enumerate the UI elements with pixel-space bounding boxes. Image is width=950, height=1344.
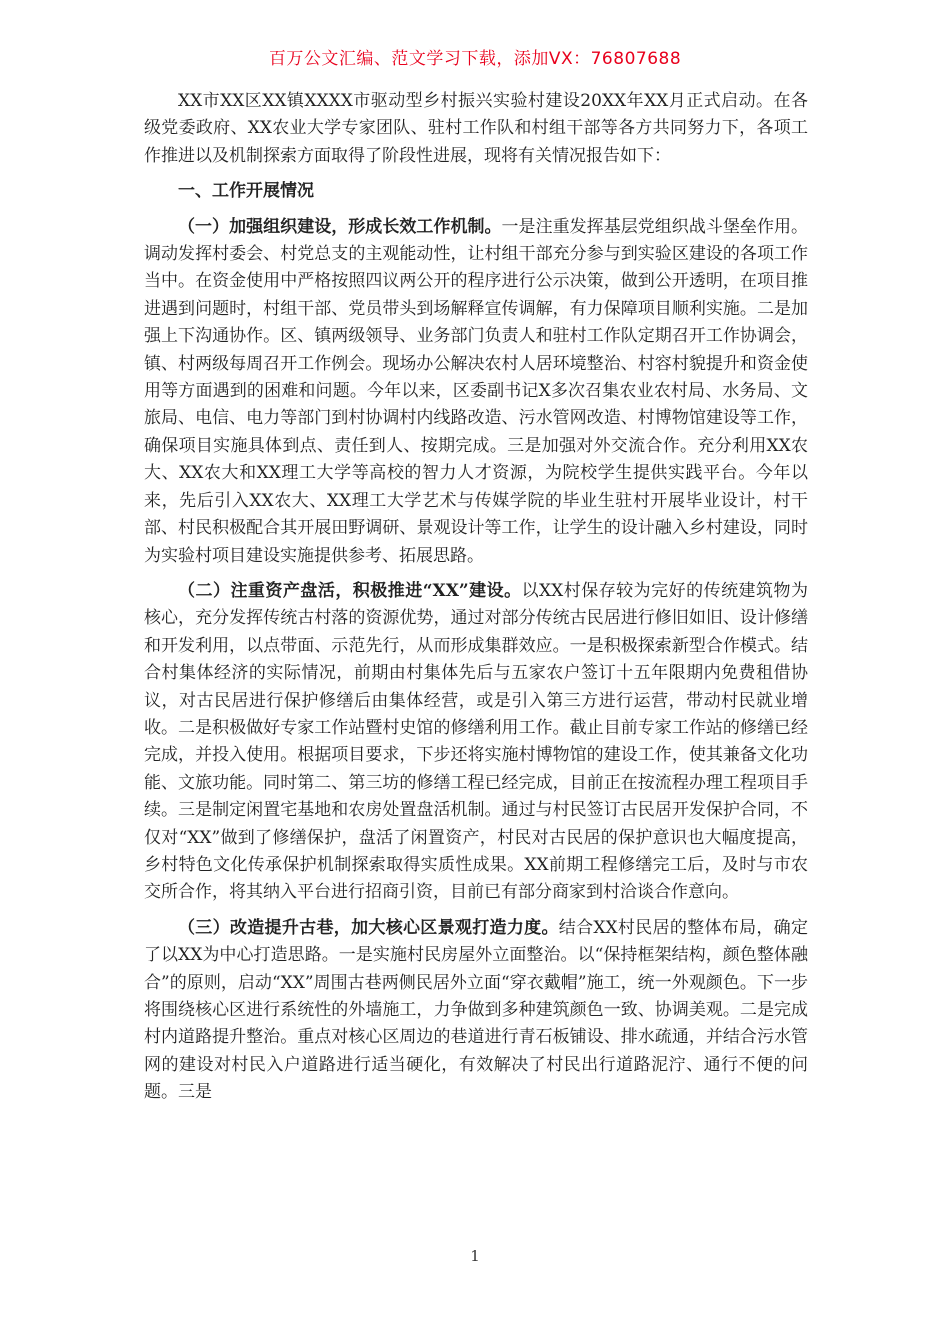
- subsection-1-body: 一是注重发挥基层党组织战斗堡垒作用。调动发挥村委会、村党总支的主观能动性，让村组干部充分参与到实验区建设的各项工作当中。在资金使用中严格按照四议两公开的程序进行公示决策，做到公开透明，在项目推进遇到问题时，村组干部、党员带头到场解释宣传调解，有力保障项目顺利实施。二是加强上下沟通协作。区、镇两级领导、业务部门负责人和驻村工作队定期召开工作协调会，镇、村两级每周召开工作例会。现场办公解决农村人居环境整治、村容村貌提升和资金使用等方面遇到的困难和问题。今年以来，区委副书记X多次召集农业农村局、水务局、文旅局、电信、电力等部门到村协调村内线路改造、污水管网改造、村博物馆建设等工作，确保项目实施具体到点、责任到人、按期完成。三是加强对外交流合作。充分利用XX农大、XX农大和XX理工大学等高校的智力人才资源，为院校学生提供实践平台。今年以来，先后引入XX农大、XX理工大学艺术与传媒学院的毕业生驻村开展毕业设计，村干部、村民积极配合其开展田野调研、景观设计等工作，让学生的设计融入乡村建设，同时为实验村项目建设实施提供参考、拓展思路。: [144, 216, 809, 566]
- section-heading: 一、工作开展情况: [178, 181, 314, 202]
- subsection-3-title: （三）改造提升古巷，加大核心区景观打造力度。: [178, 917, 559, 938]
- subsection-2-paragraph: [144, 578, 808, 907]
- subsection-2-body: 以XX村保存较为完好的传统建筑物为核心，充分发挥传统古村落的资源优势，通过对部分传统古民居进行修旧如旧、设计修缮和开发利用，以点带面、示范先行，从而形成集群效应。一是积极探索新型合作模式。结合村集体经济的实际情况，前期由村集体先后与五家农户签订十五年限期内免费租借协议，对古民居进行保护修缮后由集体经营，或是引入第三方进行运营，带动村民就业增收。二是积极做好专家工作站暨村史馆的修缮利用工作。截止目前专家工作站的修缮已经完成，并投入使用。根据项目要求，下步还将实施村博物馆的建设工作，使其兼备文化功能、文旅功能。同时第二、第三坊的修缮工程已经完成，目前正在按流程办理工程项目手续。三是制定闲置宅基地和农房处置盘活机制。通过与村民签订古民居开发保护合同，不仅对“XX”做到了修缮保护，盘活了闲置资产，村民对古民居的保护意识也大幅度提高，乡村特色文化传承保护机制探索取得实质性成果。XX前期工程修缮完工后，及时与市农交所合作，将其纳入平台进行招商引资，目前已有部分商家到村洽谈合作意向。: [144, 580, 808, 903]
- subsection-3-paragraph: [144, 915, 808, 1107]
- document-body: [144, 88, 808, 1107]
- download-banner: 百万公文汇编、范文学习下载，添加VX：76807688: [268, 49, 682, 69]
- subsection-1-paragraph: [144, 214, 808, 570]
- subsection-1-title: （一）加强组织建设，形成长效工作机制。: [178, 216, 502, 237]
- subsection-3-body: 结合XX村民居的整体布局，确定了以XX为中心打造思路。一是实施村民房屋外立面整治。以“保持框架结构，颜色整体融合”的原则，启动“XX”周围古巷两侧民居外立面“穿衣戴帽”施工，统一外观颜色。下一步将围绕核心区进行系统性的外墙施工，力争做到多种建筑颜色一致、协调美观。二是完成村内道路提升整治。重点对核心区周边的巷道进行青石板铺设、排水疏通，并结合污水管网的建设对村民入户道路进行适当硬化，有效解决了村民出行道路泥泞、通行不便的问题。三是: [144, 917, 808, 1103]
- subsection-2-title: （二）注重资产盘活，积极推进“XX”建设。: [178, 580, 522, 601]
- page-number: 1: [470, 1247, 480, 1265]
- intro-paragraph: XX市XX区XX镇XXXX市驱动型乡村振兴实验村建设20XX年XX月正式启动。在各级党委政府、XX农业大学专家团队、驻村工作队和村组干部等各方共同努力下，各项工作推进以及机制探索方面取得了阶段性进展，现将有关情况报告如下：: [144, 91, 808, 166]
